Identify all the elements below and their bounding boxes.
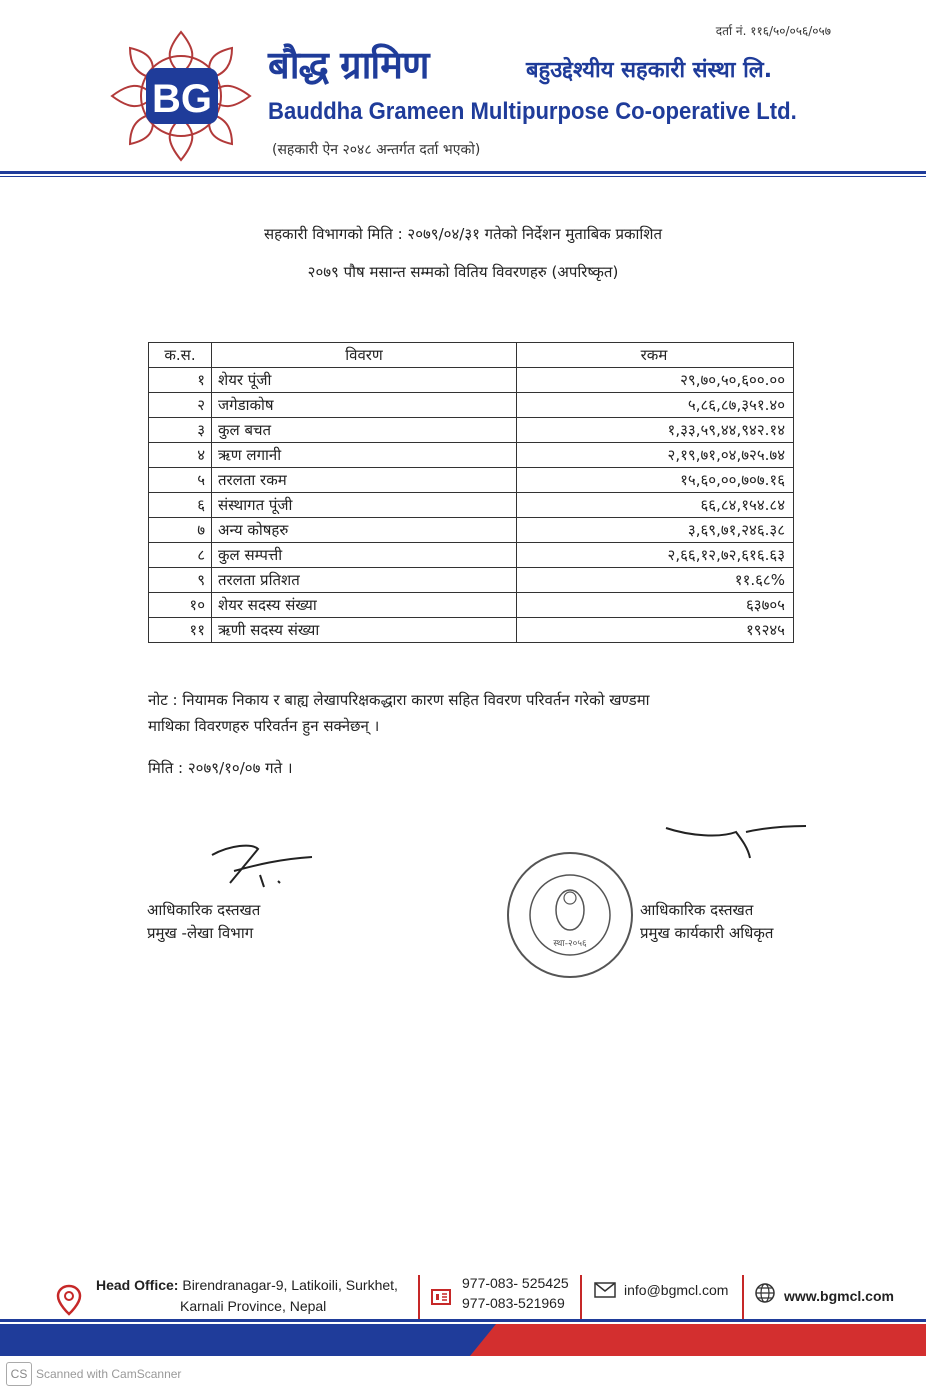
row-description: तरलता रकम [212,468,517,493]
row-amount: ११.६८% [517,568,794,593]
row-description: संस्थागत पूंजी [212,493,517,518]
table-row [149,618,794,643]
table-row [149,493,794,518]
row-description: ऋणी सदस्य संख्या [212,618,517,643]
row-description: कुल बचत [212,418,517,443]
row-sn: ९ [149,568,212,593]
row-sn: १ [149,368,212,393]
row-sn: ५ [149,468,212,493]
footer-office-line-2: Karnali Province, Nepal [180,1298,327,1314]
row-description: जगेडाकोष [212,393,517,418]
row-description: शेयर पूंजी [212,368,517,393]
row-amount: २,६६,१२,७२,६१६.६३ [517,543,794,568]
footer-separator [580,1275,582,1319]
header-divider-thin [0,176,926,177]
row-description: शेयर सदस्य संख्या [212,593,517,618]
row-amount: १५,६०,००,७०७.१६ [517,468,794,493]
footer-band [0,1316,926,1356]
footer-email[interactable]: info@bgmcl.com [624,1282,729,1298]
row-sn: १० [149,593,212,618]
note-line-2: माथिका विवरणहरु परिवर्तन हुन सक्नेछन् । [148,717,380,735]
row-sn: ४ [149,443,212,468]
globe-icon [754,1282,776,1304]
signature-right-role: प्रमुख कार्यकारी अधिकृत [640,924,774,942]
document-date: मिति : २०७९/१०/०७ गते । [148,759,293,777]
row-description: अन्य कोषहरु [212,518,517,543]
row-sn: ३ [149,418,212,443]
row-amount: १९२४५ [517,618,794,643]
row-sn: ६ [149,493,212,518]
location-pin-icon [56,1284,82,1316]
row-amount: १,३३,५९,४४,९४२.१४ [517,418,794,443]
table-row [149,368,794,393]
row-amount: २९,७०,५०,६००.०० [517,368,794,393]
registration-number: दर्ता नं. ११६/५०/०५६/०५७ [715,24,831,38]
row-amount: ६६,८४,१५४.८४ [517,493,794,518]
header-description: विवरण [212,343,517,368]
row-amount: ५,८६,८७,३५१.४० [517,393,794,418]
footer-office-label: Head Office: [96,1277,179,1293]
mail-icon [594,1282,616,1298]
row-sn: ११ [149,618,212,643]
signature-right [660,818,810,863]
table-header-row [149,343,794,368]
row-description: तरलता प्रतिशत [212,568,517,593]
org-subtitle-nepali: बहुउद्देश्यीय सहकारी संस्था लि. [526,58,773,83]
table-row [149,443,794,468]
signature-left [200,835,320,895]
document-heading: सहकारी विभागको मिति : २०७९/०४/३१ गतेको निर्देशन मुताबिक प्रकाशित [263,225,663,243]
financial-table [148,342,794,643]
scanner-badge: CS [6,1362,32,1386]
footer-office-line-1 [96,1277,398,1293]
table-row [149,593,794,618]
logo-icon [106,26,256,166]
registration-note: (सहकारी ऐन २०४८ अन्तर्गत दर्ता भएको) [272,142,481,158]
table-row [149,543,794,568]
note-line-1: नोट : नियामक निकाय र बाह्य लेखापरिक्षकद्धारा कारण सहित विवरण परिवर्तन गरेको खण्डमा [148,691,650,709]
row-amount: ६३७०५ [517,593,794,618]
signature-left-title: आधिकारिक दस्तखत [147,901,261,919]
row-amount: २,१९,७१,०४,७२५.७४ [517,443,794,468]
row-sn: ८ [149,543,212,568]
table-row [149,568,794,593]
table-row [149,418,794,443]
signature-right-title: आधिकारिक दस्तखत [640,901,754,919]
row-amount: ३,६९,७१,२४६.३८ [517,518,794,543]
stamp-text: स्था-२०५६ [553,939,587,949]
table-row [149,393,794,418]
footer-phone-2[interactable]: 977-083-521969 [462,1295,565,1311]
table-row [149,468,794,493]
org-title-english: Bauddha Grameen Multipurpose Co-operative Ltd. [268,98,797,125]
document-subheading: २०७९ पौष मसान्त सम्मको वितिय विवरणहरु (अपरिष्कृत) [307,263,619,281]
official-stamp-icon [505,850,635,980]
row-description: कुल सम्पत्ती [212,543,517,568]
signature-left-role: प्रमुख -लेखा विभाग [147,924,254,942]
footer-separator [742,1275,744,1319]
row-sn: २ [149,393,212,418]
logo-text: BG [152,77,212,121]
org-title-nepali: बौद्ध ग्रामिण [268,43,429,87]
footer-office-address: Birendranagar-9, Latikoili, Surkhet, [182,1277,398,1293]
footer-separator [418,1275,420,1319]
table-row [149,518,794,543]
row-description: ऋण लगानी [212,443,517,468]
row-sn: ७ [149,518,212,543]
scanner-watermark: Scanned with CamScanner [36,1367,182,1381]
footer-phone-1[interactable]: 977-083- 525425 [462,1275,569,1291]
footer-website[interactable]: www.bgmcl.com [784,1288,894,1304]
header-divider [0,171,926,174]
phone-icon [430,1286,452,1308]
header-amount: रकम [517,343,794,368]
header-sn: क.स. [149,343,212,368]
